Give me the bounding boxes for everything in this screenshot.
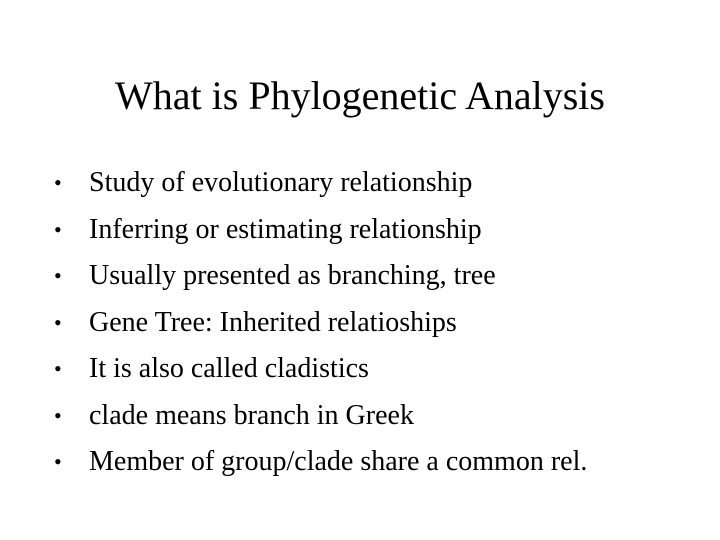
bullet-item [54, 346, 704, 393]
bullet-text: clade means branch in Greek [89, 399, 414, 431]
bullet-item [54, 393, 704, 440]
bullet-dot-icon: • [54, 309, 62, 335]
bullet-text: Usually presented as branching, tree [89, 260, 496, 291]
bullet-text: Study of evolutionary relationship [89, 167, 473, 198]
bullet-item [54, 253, 704, 300]
bullet-item [54, 300, 704, 347]
bullet-dot-icon: • [54, 449, 62, 474]
bullet-dot-icon: • [54, 216, 62, 242]
bullet-text: Member of group/clade share a common rel. [89, 446, 588, 477]
bullet-dot-icon: • [54, 263, 62, 288]
bullet-text: Gene Tree: Inherited relatioships [89, 306, 457, 338]
bullet-text: Inferring or estimating relationship [89, 213, 482, 245]
slide-title: What is Phylogenetic Analysis [115, 73, 605, 118]
bullet-list [54, 160, 704, 486]
bullet-dot-icon: • [54, 402, 62, 428]
bullet-item [54, 439, 704, 486]
bullet-dot-icon: • [54, 356, 62, 381]
bullet-dot-icon: • [54, 170, 62, 195]
bullet-item [54, 160, 704, 207]
bullet-item [54, 207, 704, 254]
bullet-text: It is also called cladistics [89, 353, 369, 384]
